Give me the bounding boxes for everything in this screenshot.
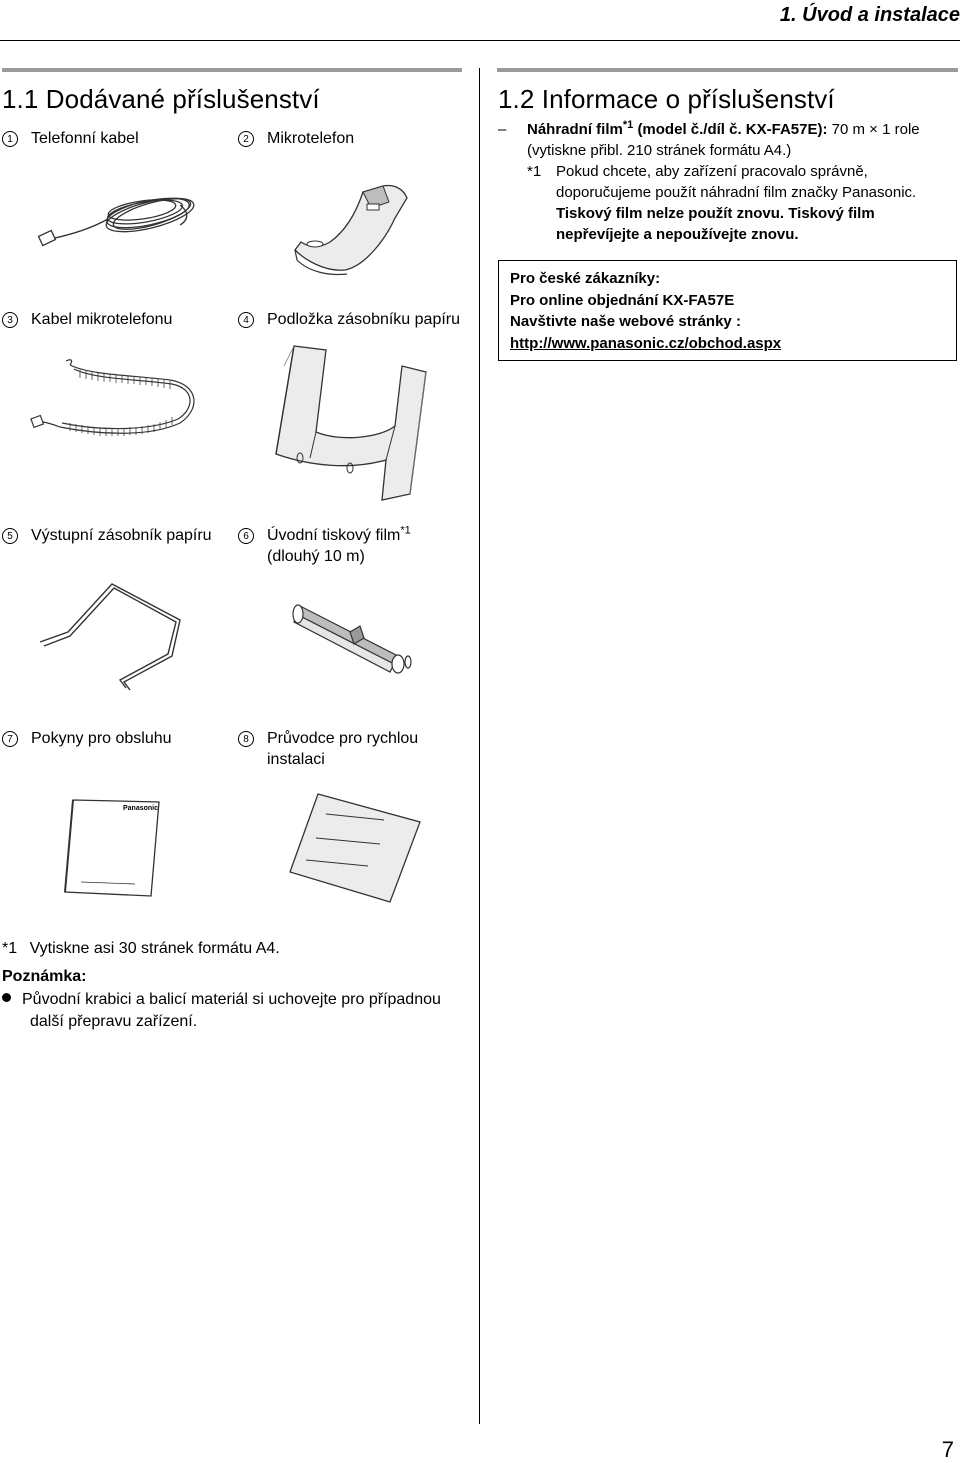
footnote-line: Pokud chcete, aby zařízení pracovalo správně, (556, 163, 868, 180)
handset-illustration (285, 180, 415, 280)
shop-link[interactable]: http://www.panasonic.cz/obchod.aspx (510, 334, 782, 352)
item-label-line2: (dlouhý 10 m) (267, 548, 365, 565)
item-label: Mikrotelefon (267, 130, 355, 147)
footnote-mark: *1 (2, 940, 18, 957)
czech-customers-box (498, 260, 957, 361)
item-number: 4 (238, 312, 254, 328)
footnote-text: Vytiskne asi 30 stránek formátu A4. (29, 940, 280, 957)
note-text: další přepravu zařízení. (30, 1013, 198, 1030)
item-number: 8 (238, 731, 254, 747)
item-label: Podložka zásobníku papíru (267, 311, 461, 328)
accessory-item (2, 525, 212, 546)
item-number: 2 (238, 131, 254, 147)
box-line: Navštivte naše webové stránky : (510, 313, 741, 330)
film-footnote-ref: *1 (622, 119, 634, 131)
right-section-bar (497, 68, 958, 72)
film-label: Náhradní film (527, 121, 623, 138)
column-divider (479, 68, 480, 1424)
accessory-item (2, 128, 139, 149)
footnote-warning: nepřevíjejte a nepoužívejte znovu. (556, 226, 799, 243)
footnote (2, 938, 280, 960)
item-number: 6 (238, 528, 254, 544)
footnote-warning: Tiskový film nelze použít znovu. Tiskový film (556, 205, 875, 222)
item-label-line2: instalaci (267, 751, 325, 768)
handset-cord-illustration (30, 355, 205, 445)
accessory-item (238, 728, 418, 770)
model-label: (model č./díl č. KX-FA57E): (637, 121, 828, 138)
box-line: Pro české zákazníky: (510, 270, 661, 287)
accessory-item (238, 309, 460, 330)
accessory-info (498, 119, 958, 245)
note-heading: Poznámka: (2, 968, 87, 985)
quick-install-guide-illustration (290, 792, 422, 904)
box-line: Pro online objednání KX-FA57E (510, 291, 735, 309)
item-label (267, 525, 411, 567)
section-title-accessories: 1.1 Dodávané příslušenství (2, 84, 320, 114)
accessory-item (2, 309, 172, 330)
accessory-item (238, 128, 354, 149)
item-number: 5 (2, 528, 18, 544)
item-number: 3 (2, 312, 18, 328)
item-label: Telefonní kabel (31, 130, 139, 147)
accessory-item (238, 525, 411, 567)
telephone-cord-illustration (30, 185, 200, 255)
left-section-bar (2, 68, 462, 72)
output-paper-tray-illustration (40, 580, 185, 695)
note-item (2, 989, 472, 1033)
accessory-item (2, 728, 172, 749)
section-title-accessory-info: 1.2 Informace o příslušenství (498, 84, 835, 114)
item-label: Pokyny pro obsluhu (31, 730, 172, 747)
item-label-line1: Úvodní tiskový film (267, 527, 401, 544)
item-number: 7 (2, 731, 18, 747)
model-value-detail: (vytiskne přibl. 210 stránek formátu A4.) (527, 142, 792, 159)
bullet-icon (2, 993, 11, 1002)
list-dash: – (498, 121, 507, 138)
ink-film-roll-illustration (290, 598, 415, 673)
item-label-line1: Průvodce pro rychlou (267, 730, 419, 747)
operating-instructions-booklet-illustration (65, 796, 165, 898)
item-label (267, 728, 418, 770)
item-number: 1 (2, 131, 18, 147)
footnote-line: doporučujeme použít náhradní film značky Panasonic. (556, 184, 917, 201)
note-text: Původní krabici a balicí materiál si uchovejte pro případnou (22, 991, 441, 1008)
footnote-ref: *1 (400, 524, 411, 537)
header-rule (0, 40, 960, 41)
paper-tray-stand-illustration (270, 342, 430, 504)
model-value: 70 m × 1 role (831, 121, 920, 138)
chapter-header: 1. Úvod a instalace (779, 4, 960, 26)
page-number: 7 (941, 1437, 954, 1462)
item-label: Kabel mikrotelefonu (31, 311, 173, 328)
booklet-brand-text: Panasonic (123, 805, 159, 812)
item-label: Výstupní zásobník papíru (31, 527, 212, 544)
footnote-mark: *1 (527, 163, 542, 180)
